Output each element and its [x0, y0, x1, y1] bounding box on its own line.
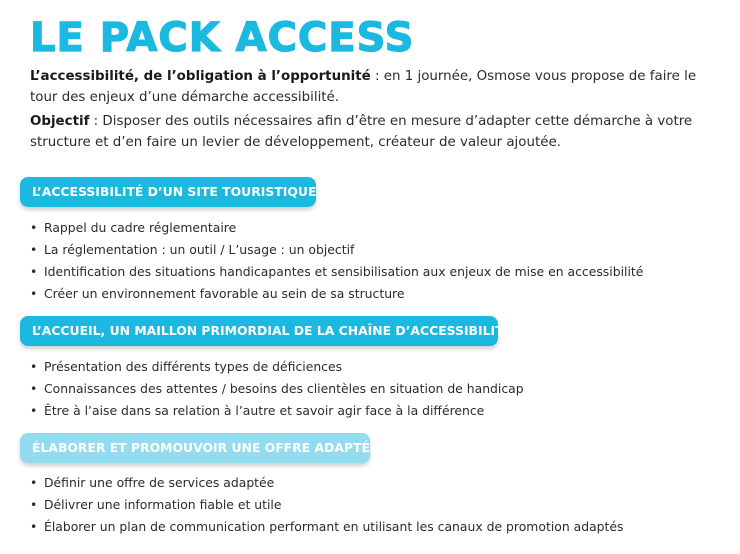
intro-paragraph: [30, 66, 720, 108]
section-heading-accueil: L’ACCUEIL, UN MAILLON PRIMORDIAL DE LA CHAÎNE D’ACCESSIBILITÉ: [20, 316, 498, 346]
list-item: [30, 400, 524, 422]
list-item: [30, 261, 643, 283]
bullet-icon: •: [30, 242, 38, 257]
list-item-text: Être à l’aise dans sa relation à l’autre et savoir agir face à la différence: [44, 403, 485, 418]
list-item: [30, 356, 524, 378]
list-item: [30, 283, 643, 305]
list-item-text: Créer un environnement favorable au sein de sa structure: [44, 286, 405, 301]
objective-text: : Disposer des outils nécessaires afin d’être en mesure d’adapter cette démarche à votre structure et d’en faire un levier de développement, créateur de valeur ajoutée.: [30, 114, 693, 150]
list-item-text: Élaborer un plan de communication performant en utilisant les canaux de promotion adaptés: [44, 519, 624, 534]
section-heading-offre-adaptee: ÉLABORER ET PROMOUVOIR UNE OFFRE ADAPTÉE: [20, 433, 370, 463]
objective-paragraph: [30, 111, 720, 153]
bullet-icon: •: [30, 497, 38, 512]
list-item: [30, 516, 624, 538]
list-item-text: Délivrer une information fiable et utile: [44, 497, 282, 512]
list-item-text: Rappel du cadre réglementaire: [44, 220, 237, 235]
list-item-text: Définir une offre de services adaptée: [44, 475, 275, 490]
bullet-icon: •: [30, 359, 38, 374]
section-list-accueil: [30, 356, 524, 422]
bullet-icon: •: [30, 264, 38, 279]
intro-heading: L’accessibilité, de l’obligation à l’opportunité: [30, 69, 371, 84]
page-title: LE PACK ACCESS: [30, 15, 415, 61]
list-item-text: Connaissances des attentes / besoins des clientèles en situation de handicap: [44, 381, 524, 396]
section-heading-site-touristique: L’ACCESSIBILITÉ D’UN SITE TOURISTIQUE: [20, 177, 316, 207]
bullet-icon: •: [30, 403, 38, 418]
list-item: [30, 239, 643, 261]
bullet-icon: •: [30, 381, 38, 396]
section-list-offre-adaptee: [30, 472, 624, 538]
list-item: [30, 494, 624, 516]
section-list-site-touristique: [30, 217, 643, 305]
list-item: [30, 217, 643, 239]
bullet-icon: •: [30, 475, 38, 490]
list-item-text: Identification des situations handicapantes et sensibilisation aux enjeux de mise en accessibilité: [44, 264, 644, 279]
bullet-icon: •: [30, 286, 38, 301]
intro-text: : en 1 journée, Osmose vous propose de faire le tour des enjeux d’une démarche accessibilité.: [30, 69, 697, 105]
bullet-icon: •: [30, 220, 38, 235]
list-item-text: La réglementation : un outil / L’usage : un objectif: [44, 242, 355, 257]
list-item: [30, 472, 624, 494]
list-item: [30, 378, 524, 400]
list-item-text: Présentation des différents types de déficiences: [44, 359, 343, 374]
bullet-icon: •: [30, 519, 38, 534]
objective-label: Objectif: [30, 114, 90, 129]
